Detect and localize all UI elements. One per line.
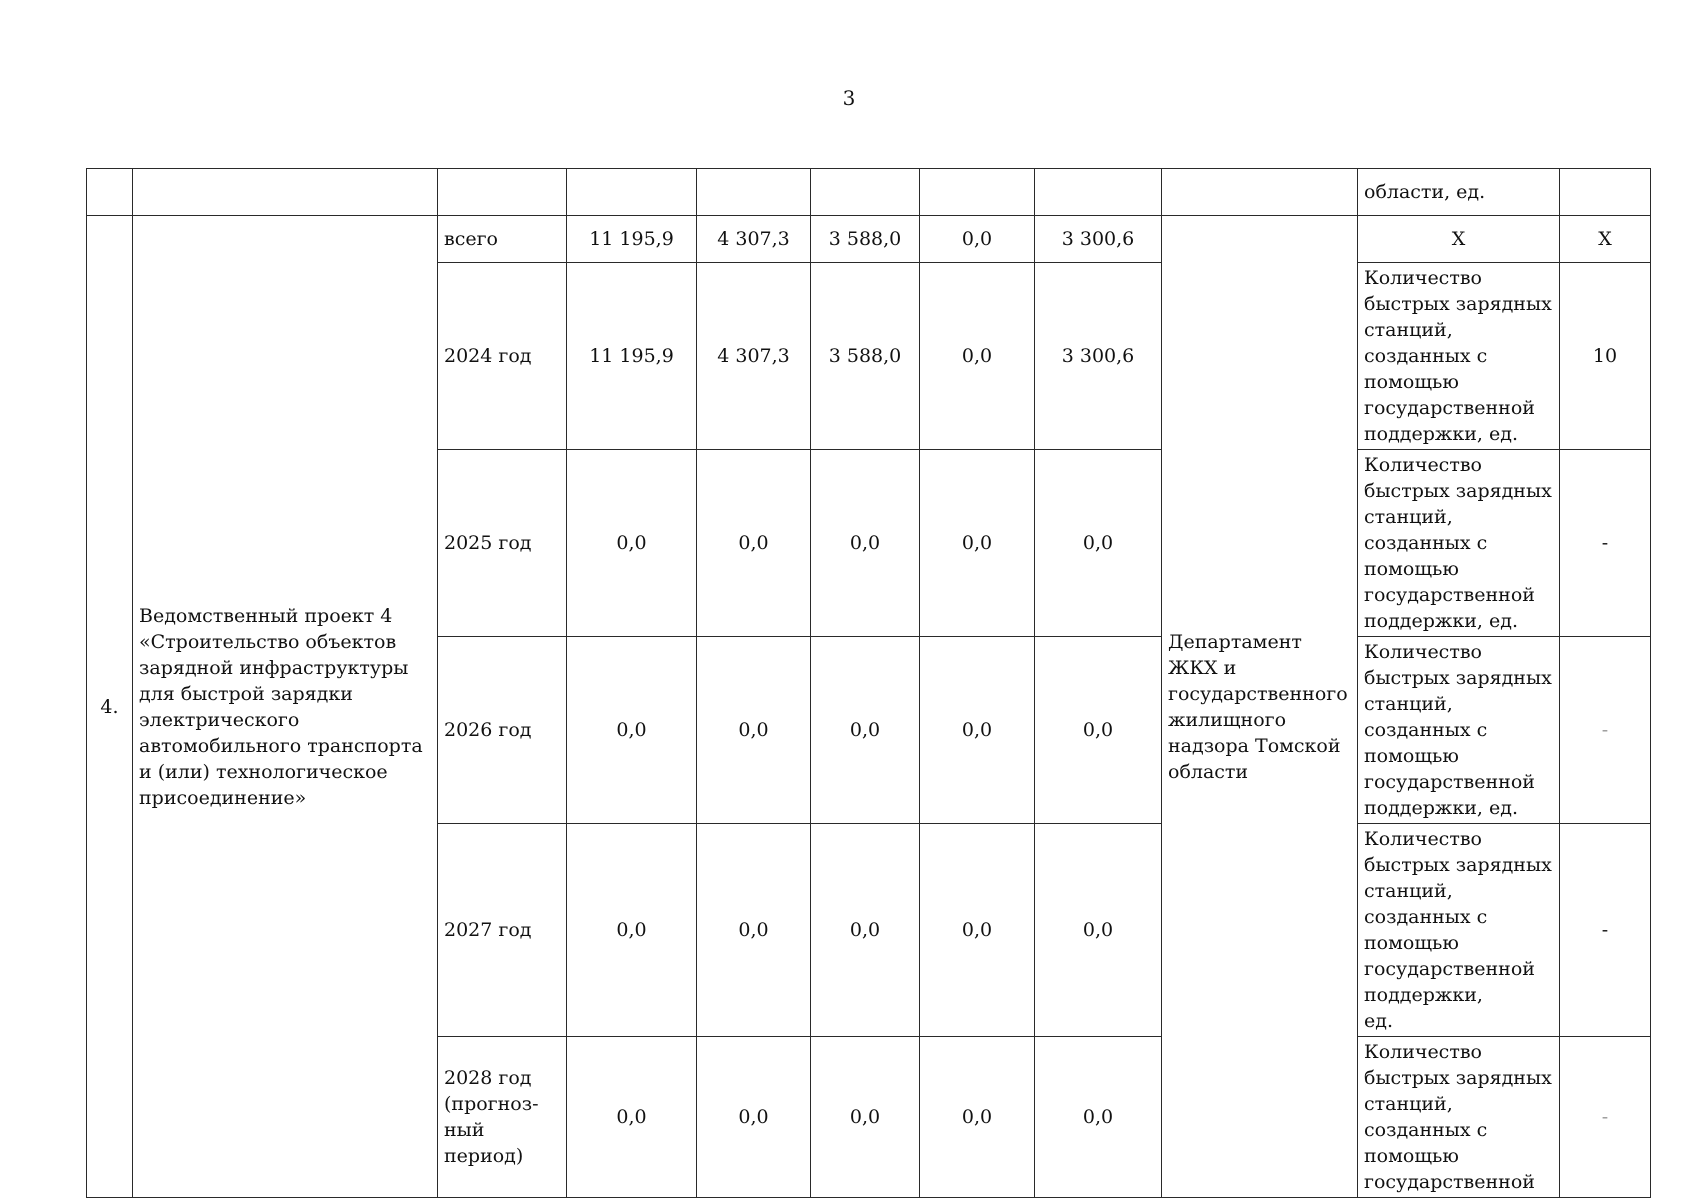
funding-table (86, 168, 1651, 1198)
value-cell: 3 588,0 (811, 263, 920, 450)
indicator-name: Количество быстрых зарядных станций, созданных с помощью государственной поддержки, ед. (1358, 450, 1560, 637)
value-cell: 0,0 (1035, 824, 1162, 1037)
indicator-value: - (1560, 824, 1651, 1037)
period-label: 2026 год (438, 637, 567, 824)
project-title: Ведомственный проект 4 «Строительство объектов зарядной инфраструктуры для быстрой зарядки электрического автомобильного транспорта и (или) технологическое присоединение» (133, 216, 438, 1198)
value-cell: 11 195,9 (567, 216, 697, 263)
value-cell: 0,0 (920, 824, 1035, 1037)
value-cell: 3 588,0 (811, 216, 920, 263)
value-cell: 0,0 (697, 450, 811, 637)
cell-empty (811, 169, 920, 216)
period-label: всего (438, 216, 567, 263)
value-cell: 0,0 (811, 637, 920, 824)
cell-empty (697, 169, 811, 216)
value-cell: 11 195,9 (567, 263, 697, 450)
period-label: 2028 год (прогноз-ный период) (438, 1037, 567, 1198)
value-cell: 0,0 (567, 1037, 697, 1198)
value-cell: 0,0 (920, 637, 1035, 824)
indicator-value: 10 (1560, 263, 1651, 450)
value-cell: 0,0 (811, 450, 920, 637)
indicator-continuation: области, ед. (1358, 169, 1560, 216)
continuation-row (87, 169, 1651, 216)
indicator-value: - (1560, 637, 1651, 824)
value-cell: 0,0 (567, 450, 697, 637)
row-index: 4. (87, 216, 133, 1198)
cell-empty (438, 169, 567, 216)
value-cell: 0,0 (920, 1037, 1035, 1198)
indicator-name (1358, 824, 1560, 1037)
indicator-value: X (1560, 216, 1651, 263)
value-cell: 0,0 (811, 1037, 920, 1198)
value-cell: 0,0 (1035, 637, 1162, 824)
cell-empty (133, 169, 438, 216)
value-cell: 0,0 (1035, 450, 1162, 637)
cell-empty (1035, 169, 1162, 216)
cell-empty (567, 169, 697, 216)
value-cell: 3 300,6 (1035, 263, 1162, 450)
responsible-department: Департамент ЖКХ и государственного жилищного надзора Томской области (1162, 216, 1358, 1198)
period-label: 2024 год (438, 263, 567, 450)
page-number: 3 (842, 86, 856, 110)
value-cell: 0,0 (920, 263, 1035, 450)
indicator-value: - (1560, 1037, 1651, 1198)
cell-empty (920, 169, 1035, 216)
indicator-text: Количество быстрых зарядных станций, созданных с помощью государственной поддержки, (1364, 828, 1552, 1006)
value-cell: 0,0 (811, 824, 920, 1037)
value-cell: 4 307,3 (697, 263, 811, 450)
indicator-value: - (1560, 450, 1651, 637)
value-cell: 0,0 (697, 637, 811, 824)
value-cell: 0,0 (697, 1037, 811, 1198)
period-label: 2027 год (438, 824, 567, 1037)
value-cell: 0,0 (920, 450, 1035, 637)
value-cell: 0,0 (567, 824, 697, 1037)
indicator-unit: ед. (1364, 1010, 1393, 1032)
table-row-total (87, 216, 1651, 263)
value-cell: 0,0 (567, 637, 697, 824)
indicator-name: Количество быстрых зарядных станций, созданных с помощью государственной (1358, 1037, 1560, 1198)
value-cell: 0,0 (697, 824, 811, 1037)
value-cell: 4 307,3 (697, 216, 811, 263)
value-cell: 3 300,6 (1035, 216, 1162, 263)
period-label: 2025 год (438, 450, 567, 637)
cell-empty (1162, 169, 1358, 216)
cell-empty (87, 169, 133, 216)
value-cell: 0,0 (920, 216, 1035, 263)
indicator-name: Количество быстрых зарядных станций, созданных с помощью государственной поддержки, ед. (1358, 263, 1560, 450)
indicator-name: X (1358, 216, 1560, 263)
value-cell: 0,0 (1035, 1037, 1162, 1198)
indicator-name: Количество быстрых зарядных станций, созданных с помощью государственной поддержки, ед. (1358, 637, 1560, 824)
cell-empty (1560, 169, 1651, 216)
